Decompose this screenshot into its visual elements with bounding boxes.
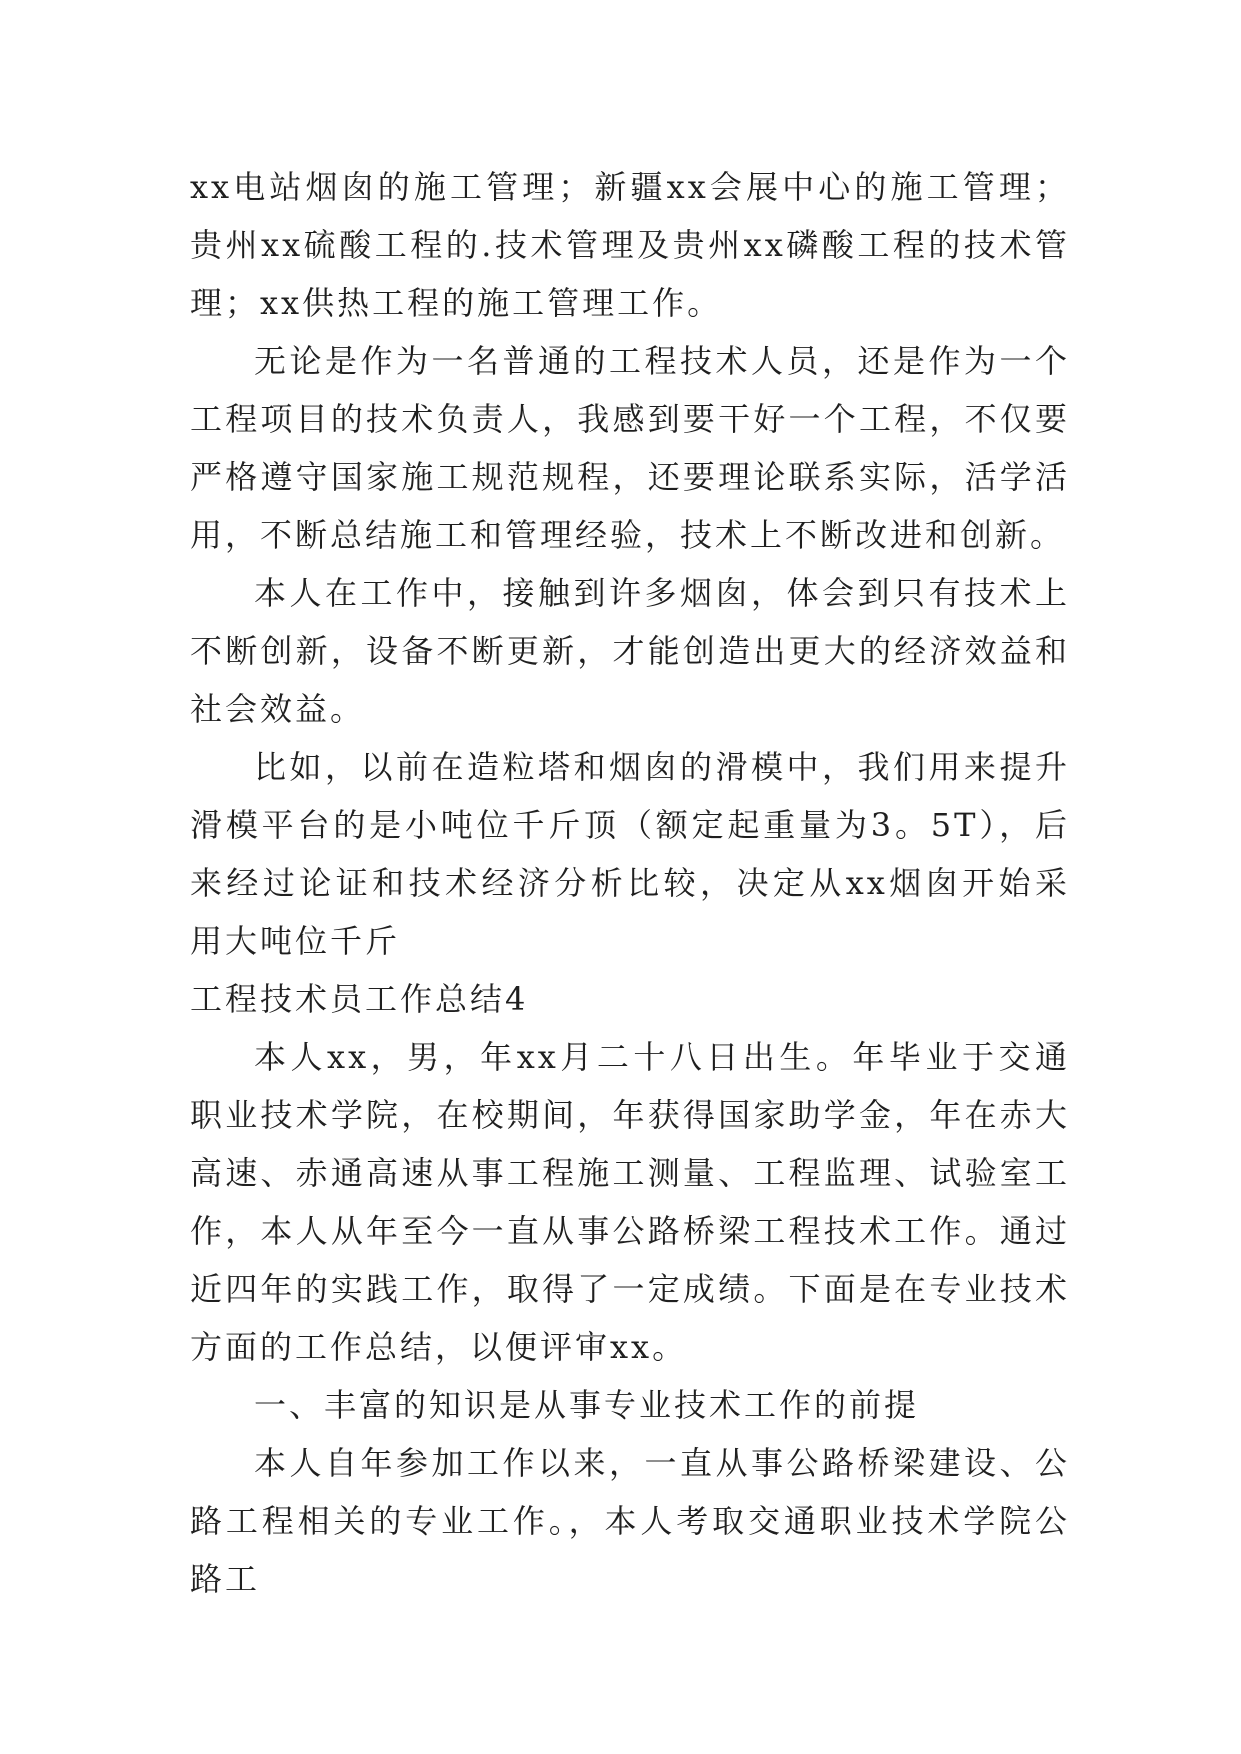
subheading-knowledge: 一、丰富的知识是从事专业技术工作的前提 bbox=[254, 1386, 920, 1424]
paragraph-slipform-example: 比如，以前在造粒塔和烟囱的滑模中，我们用来提升滑模平台的是小吨位千斤顶（额定起重量为3。5T），后来经过论证和技术经济分析比较，决定从xx烟囱开始采用大吨位千斤 bbox=[190, 748, 1070, 960]
paragraph-engineering-experience: 无论是作为一名普通的工程技术人员，还是作为一个工程项目的技术负责人，我感到要干好一个工程，不仅要严格遵守国家施工规范规程，还要理论联系实际，活学活用，不断总结施工和管理经验，技术上不断改进和创新。 bbox=[190, 342, 1070, 554]
document-body bbox=[190, 158, 1070, 1608]
paragraph-personal-intro: 本人xx，男，年xx月二十八日出生。年毕业于交通职业技术学院，在校期间，年获得国家助学金，年在赤大高速、赤通高速从事工程施工测量、工程监理、试验室工作，本人从年至今一直从事公路桥梁工程技术工作。通过近四年的实践工作，取得了一定成绩。下面是在专业技术方面的工作总结，以便评审xx。 bbox=[190, 1038, 1070, 1366]
paragraph-work-history: 本人自年参加工作以来，一直从事公路桥梁建设、公路工程相关的专业工作。，本人考取交通职业技术学院公路工 bbox=[190, 1444, 1070, 1598]
section-heading: 工程技术员工作总结4 bbox=[190, 980, 529, 1018]
paragraph-innovation: 本人在工作中，接触到许多烟囱，体会到只有技术上不断创新，设备不断更新，才能创造出更大的经济效益和社会效益。 bbox=[190, 574, 1070, 728]
paragraph-project-list: xx电站烟囱的施工管理；新疆xx会展中心的施工管理；贵州xx硫酸工程的.技术管理及贵州xx磷酸工程的技术管理；xx供热工程的施工管理工作。 bbox=[190, 168, 1070, 322]
